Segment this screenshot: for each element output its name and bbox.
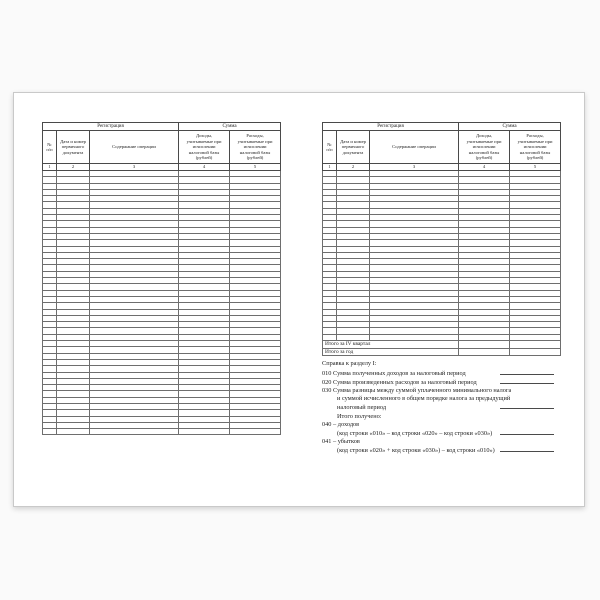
header-num-1: 1 [323, 164, 337, 171]
header-col-operation: Содержание операции [370, 131, 459, 164]
header-num-2: 2 [57, 164, 90, 171]
header-col-operation: Содержание операции [90, 131, 179, 164]
reference-line-041-formula [322, 446, 561, 455]
ledger-table-right-header [323, 123, 561, 171]
ledger-sheet [13, 92, 585, 507]
page-right [322, 122, 564, 455]
total-quarter-label: Итого за IV квартал [323, 341, 459, 349]
reference-line-text: 010 Сумма полученных доходов за налоговый период [322, 370, 466, 378]
header-col-no: № п/п [43, 131, 57, 164]
page-left [42, 122, 284, 435]
header-registration: Регистрация [323, 123, 459, 131]
total-year-label: Итого за год [323, 348, 459, 356]
ledger-empty-cell [90, 429, 179, 435]
ledger-table-left [42, 122, 281, 435]
reference-line-text: 030 Сумма разницы между суммой уплаченного минимального налога [322, 387, 512, 395]
blank-underline [500, 378, 554, 384]
blank-underline [500, 403, 554, 409]
header-num-1: 1 [43, 164, 57, 171]
ledger-empty-cell [179, 429, 230, 435]
ledger-empty-cell [43, 429, 57, 435]
header-sum: Сумма [459, 123, 561, 131]
blank-underline [500, 369, 554, 375]
ledger-empty-cell [230, 429, 281, 435]
reference-line-text: 041 – убытков [322, 437, 360, 445]
header-col-income: Доходы, учитываемые при исчислении налоговой базы (рублей) [179, 131, 230, 164]
header-num-4: 4 [179, 164, 230, 171]
reference-line-030-cont2 [322, 403, 561, 412]
total-quarter-row [323, 341, 561, 349]
reference-line-text: 040 – доходов [322, 420, 360, 428]
ledger-right-totals [323, 341, 561, 356]
header-num-5: 5 [230, 164, 281, 171]
reference-line-subtotal [322, 413, 561, 421]
blank-underline [500, 429, 554, 435]
header-num-2: 2 [337, 164, 370, 171]
ledger-empty-row [43, 429, 281, 435]
header-num-3: 3 [370, 164, 459, 171]
ledger-table-left-header [43, 123, 281, 171]
reference-line-030-cont [322, 395, 561, 403]
header-col-doc: Дата и номер первичного документа [57, 131, 90, 164]
reference-line-text: налоговый период [337, 404, 387, 412]
blank-underline [500, 446, 554, 452]
reference-line-010 [322, 369, 561, 378]
total-year-expense-cell [510, 348, 561, 356]
reference-line-text: Итого получено: [337, 412, 382, 420]
total-year-row [323, 348, 561, 356]
header-col-doc: Дата и номер первичного документа [337, 131, 370, 164]
header-col-expense: Расходы, учитываемые при исчислении налоговой базы (рублей) [510, 131, 561, 164]
reference-line-text: 020 Сумма произведенных расходов за налоговый период [322, 379, 477, 387]
header-registration: Регистрация [43, 123, 179, 131]
reference-section [322, 360, 561, 455]
ledger-empty-cell [57, 429, 90, 435]
reference-line-text: (код строки «020» + код строки «030») – код строки «010») [337, 446, 495, 454]
header-num-5: 5 [510, 164, 561, 171]
total-quarter-expense-cell [510, 341, 561, 349]
header-num-4: 4 [459, 164, 510, 171]
header-col-no: № п/п [323, 131, 337, 164]
reference-line-040 [322, 421, 561, 429]
reference-title: Справка к разделу I: [322, 360, 377, 368]
reference-line-020 [322, 378, 561, 387]
header-col-expense: Расходы, учитываемые при исчислении налоговой базы (рублей) [230, 131, 281, 164]
total-year-income-cell [459, 348, 510, 356]
ledger-left-body [43, 171, 281, 435]
reference-line-text: и суммой исчисленного в общем порядке налога за предыдущий [337, 395, 511, 403]
reference-line-041 [322, 438, 561, 446]
header-col-income: Доходы, учитываемые при исчислении налоговой базы (рублей) [459, 131, 510, 164]
header-sum: Сумма [179, 123, 281, 131]
total-quarter-income-cell [459, 341, 510, 349]
reference-line-030 [322, 387, 561, 395]
reference-line-text: (код строки «010» – код строки «020» – код строки «030») [337, 429, 493, 437]
ledger-table-right [322, 122, 561, 356]
header-num-3: 3 [90, 164, 179, 171]
ledger-right-body [323, 171, 561, 341]
reference-line-040-formula [322, 429, 561, 438]
